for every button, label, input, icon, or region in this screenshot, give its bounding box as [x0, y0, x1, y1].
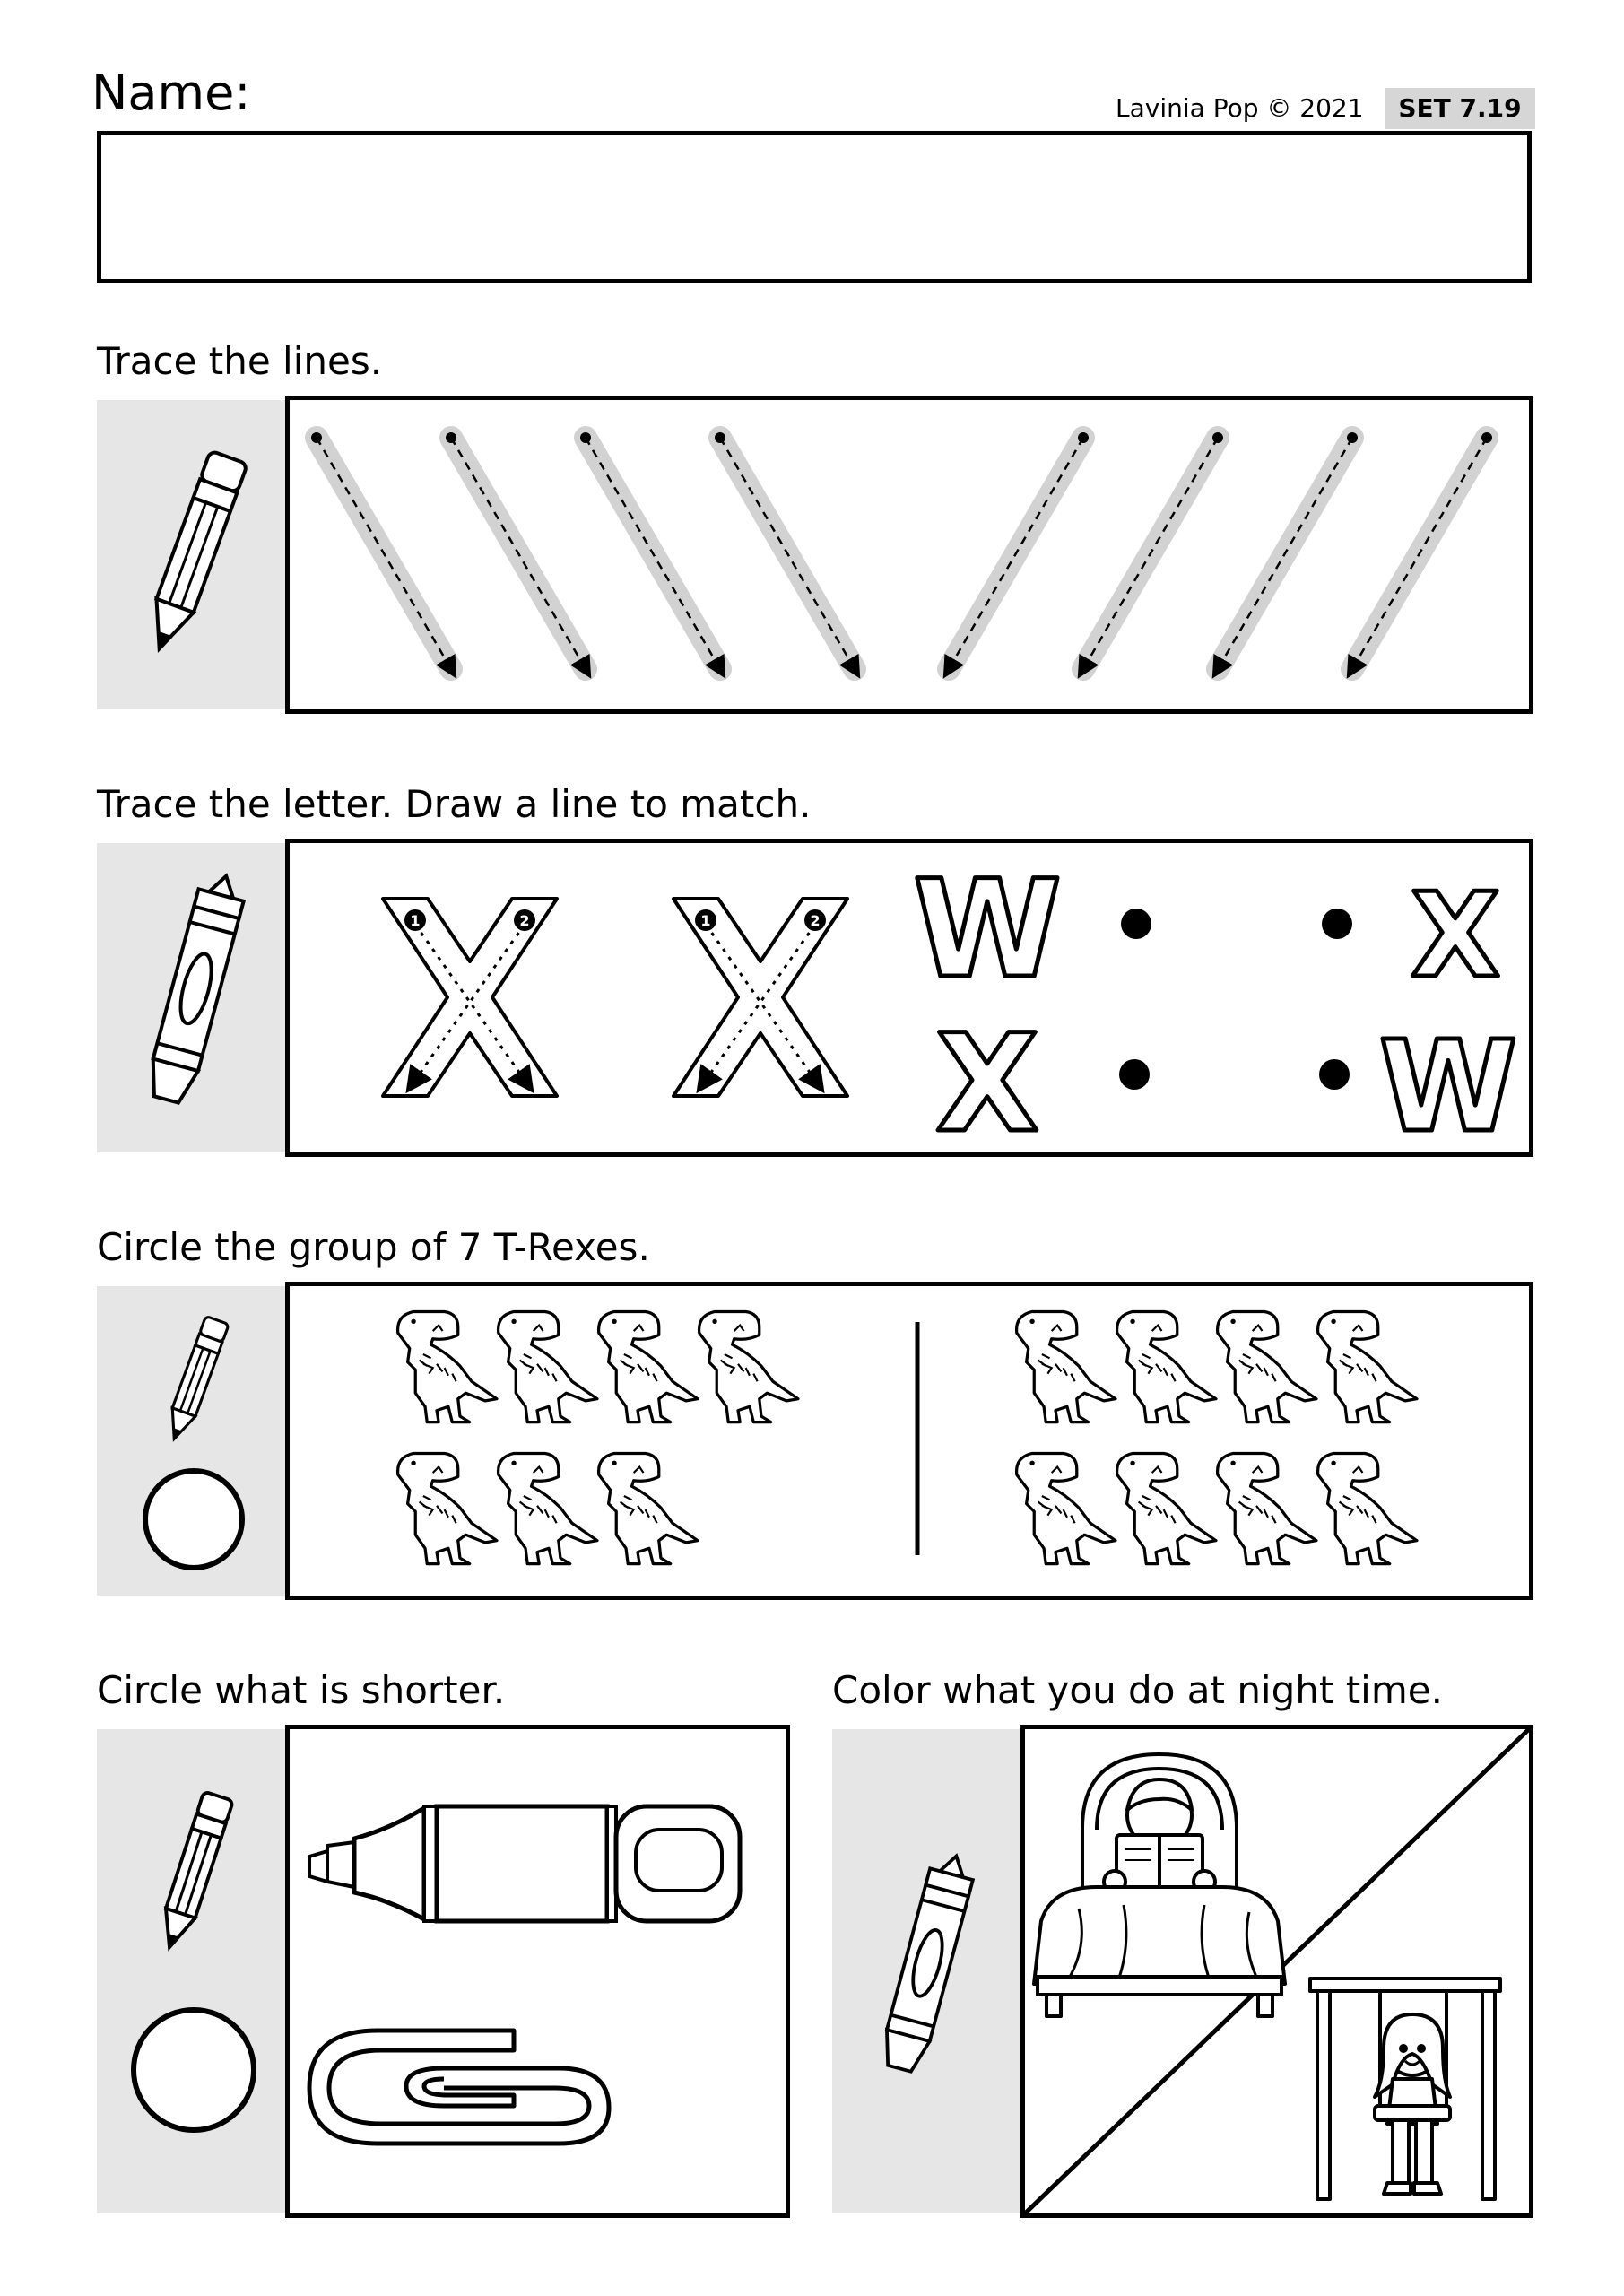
stroke-number-1: 1 [410, 912, 421, 929]
girl-on-swing-image[interactable] [1310, 1979, 1500, 2199]
trex-icon [1117, 1311, 1216, 1422]
trex-panel[interactable] [285, 1282, 1533, 1600]
trex-icon [1318, 1453, 1417, 1563]
match-right-letter-2: W [1378, 1014, 1518, 1161]
match-right-letter-1: X [1410, 867, 1501, 1004]
name-label: Name: [91, 65, 251, 121]
instruction-trex: Circle the group of 7 T-Rexes. [97, 1225, 650, 1269]
instruction-shorter: Circle what is shorter. [97, 1668, 506, 1712]
trex-icon [699, 1311, 798, 1422]
instruction-night: Color what you do at night time. [832, 1668, 1443, 1712]
trex-icon [1017, 1311, 1116, 1422]
marker-image[interactable] [309, 1806, 740, 1921]
trace-line[interactable] [1218, 432, 1358, 669]
match-dot-left-2[interactable] [1119, 1059, 1150, 1090]
trace-letter-panel[interactable] [285, 839, 1533, 1162]
instruction-trace-lines: Trace the lines. [97, 339, 383, 383]
trace-line[interactable] [580, 432, 720, 669]
night-panel[interactable] [1020, 1725, 1533, 2218]
trex-icon [599, 1311, 698, 1422]
side-panel-trace-lines [97, 400, 291, 709]
copyright-credit: Lavinia Pop © 2021 [1116, 93, 1364, 123]
trace-line[interactable] [715, 432, 855, 669]
trex-icon [499, 1311, 597, 1422]
trex-icon [1117, 1453, 1216, 1563]
crayon-icon [97, 843, 291, 1152]
trace-line[interactable] [1352, 432, 1492, 669]
match-dot-right-2[interactable] [1319, 1059, 1350, 1090]
circle-icon [145, 1471, 242, 1568]
crayon-icon [832, 1729, 1026, 2213]
trex-drawing[interactable] [290, 1286, 1529, 1596]
side-panel-trex [97, 1286, 291, 1596]
pencil-icon [97, 400, 291, 709]
trex-icon [1218, 1453, 1316, 1563]
stroke-number-2: 2 [519, 912, 530, 929]
trex-icon [398, 1311, 497, 1422]
trace-letter-drawing[interactable] [290, 843, 1529, 1162]
match-left-letter-1: W [913, 852, 1062, 1008]
trace-line[interactable] [949, 432, 1089, 669]
paper-clip-image[interactable] [309, 2031, 609, 2144]
trex-icon [398, 1453, 497, 1563]
trex-icon [1017, 1453, 1116, 1563]
circle-icon [134, 2010, 254, 2130]
trace-lines-drawing[interactable] [290, 400, 1529, 709]
stroke-number-1: 1 [700, 912, 711, 929]
match-dot-right-1[interactable] [1322, 909, 1352, 939]
match-dot-left-1[interactable] [1121, 909, 1151, 939]
reading-in-bed-image[interactable] [1034, 1754, 1285, 2016]
side-panel-shorter [97, 1729, 291, 2213]
trex-group-1[interactable] [398, 1311, 798, 1563]
trace-line[interactable] [311, 432, 451, 669]
trex-icon [1218, 1311, 1316, 1422]
side-panel-night [832, 1729, 1026, 2213]
trace-letter-x-2[interactable] [673, 899, 847, 1096]
trex-icon [1318, 1311, 1417, 1422]
trex-icon [599, 1453, 698, 1563]
trex-group-2[interactable] [1017, 1311, 1417, 1563]
pencil-icon [155, 1791, 233, 1952]
instruction-trace-letter: Trace the letter. Draw a line to match. [97, 782, 812, 826]
trace-line[interactable] [1083, 432, 1223, 669]
match-left-letter-2: X [935, 1006, 1039, 1162]
trace-letter-x-1[interactable] [383, 899, 557, 1096]
name-input-box[interactable] [97, 131, 1532, 283]
pencil-icon [162, 1316, 229, 1443]
stroke-number-2: 2 [810, 912, 821, 929]
set-badge: SET 7.19 [1385, 88, 1535, 129]
trex-icon [499, 1453, 597, 1563]
trace-line[interactable] [446, 432, 586, 669]
side-panel-trace-letter [97, 843, 291, 1152]
trace-lines-panel[interactable] [285, 396, 1533, 714]
shorter-panel[interactable] [285, 1725, 790, 2218]
